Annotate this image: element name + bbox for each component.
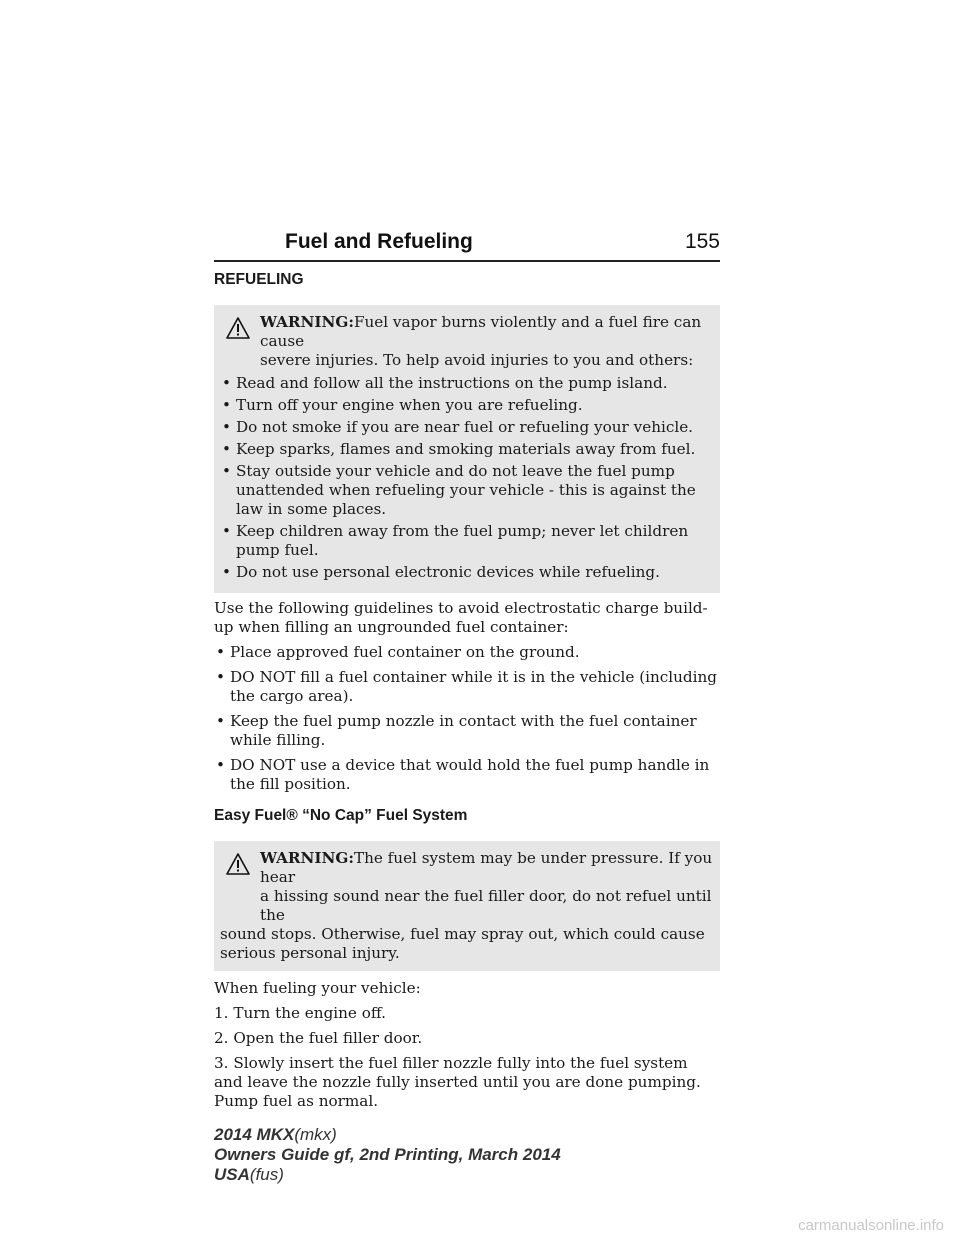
footer-region: USA [214,1165,250,1184]
guideline-item: • Keep the fuel pump nozzle in contact with the fuel container while filling. [214,712,720,750]
page-title: Fuel and Refueling [285,230,473,253]
section-heading-refueling: REFUELING [214,271,304,288]
warning-line2: a hissing sound near the fuel filler door, do not refuel until the [260,887,712,924]
warning-item: • Stay outside your vehicle and do not leave the fuel pump unattended when refueling your vehicle - this is against the law in some places. [220,462,714,519]
footer-model-code: (mkx) [294,1125,337,1144]
page-number: 155 [684,230,720,253]
step-item: 2. Open the fuel filler door. [214,1029,423,1047]
warning-triangle-icon [226,317,250,339]
footer-model: 2014 MKX [214,1125,295,1144]
warning-rest: sound stops. Otherwise, fuel may spray out, which could cause serious personal injury. [220,925,705,962]
warning-label: WARNING: [260,313,354,331]
warning-list [220,374,714,582]
footer-region-code: (fus) [249,1165,284,1184]
watermark: carmanualsonline.info [798,1217,944,1234]
guideline-item: • DO NOT fill a fuel container while it is in the vehicle (including the cargo area). [214,668,720,706]
footer-line3 [214,1165,561,1185]
section-heading-easy-fuel: Easy Fuel® “No Cap” Fuel System [214,807,468,824]
warning-item: • Read and follow all the instructions on the pump island. [220,374,714,393]
document-footer [214,1125,561,1185]
page-content [214,270,720,1117]
warning-box-easy-fuel [214,841,720,971]
step-item: 3. Slowly insert the fuel filler nozzle fully into the fuel system and leave the nozzle fully inserted until you are done pumping. Pump fuel as normal. [214,1054,701,1110]
guideline-item: • DO NOT use a device that would hold the fuel pump handle in the fill position. [214,756,720,794]
warning-box-refueling [214,305,720,593]
steps-intro: When fueling your vehicle: [214,979,421,997]
warning-label: WARNING: [260,849,354,867]
footer-line1 [214,1125,561,1145]
warning-intro [220,313,714,370]
footer-line2: Owners Guide gf, 2nd Printing, March 2014 [214,1145,561,1164]
warning-item: • Turn off your engine when you are refueling. [220,396,714,415]
warning-item: • Keep children away from the fuel pump; never let children pump fuel. [220,522,714,560]
warning-line1: The fuel system may be under pressure. If you hear [260,849,713,886]
warning-triangle-icon [226,853,250,875]
warning-item: • Keep sparks, flames and smoking materials away from fuel. [220,440,714,459]
guidelines-intro: Use the following guidelines to avoid electrostatic charge build-up when filling an ungrounded fuel container: [214,599,708,636]
warning-intro-line2: severe injuries. To help avoid injuries to you and others: [260,351,694,369]
step-item: 1. Turn the engine off. [214,1004,386,1022]
guidelines-list [214,643,720,794]
header-divider [214,260,720,262]
warning-intro-line1: Fuel vapor burns violently and a fuel fire can cause [260,313,702,350]
warning-item: • Do not use personal electronic devices while refueling. [220,563,714,582]
warning-intro [220,849,714,925]
warning-item: • Do not smoke if you are near fuel or refueling your vehicle. [220,418,714,437]
guideline-item: • Place approved fuel container on the ground. [214,643,720,662]
